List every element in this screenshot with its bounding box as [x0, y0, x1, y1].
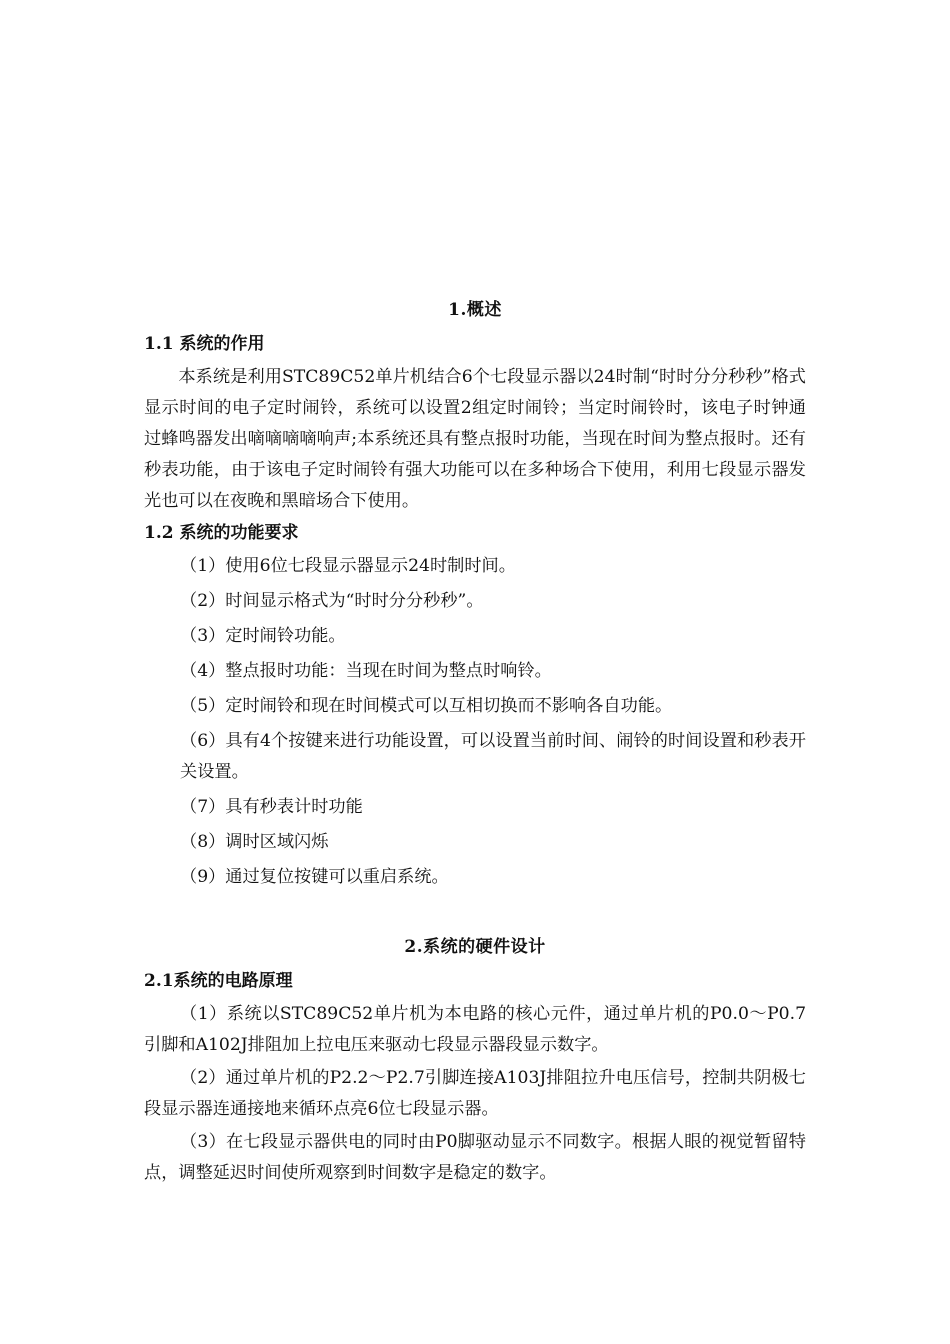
- document-page: [144, 296, 806, 1191]
- section-2-1-title: 2.1系统的电路原理: [144, 971, 293, 991]
- circuit-item-3: （3）在七段显示器供电的同时由P0脚驱动显示不同数字。根据人眼的视觉暂留特点，调整延迟时间使所观察到时间数字是稳定的数字。: [144, 1132, 806, 1183]
- requirement-item-8: （8）调时区域闪烁: [180, 832, 329, 852]
- chapter-2-title: 2.系统的硬件设计: [404, 937, 546, 957]
- requirement-item-7: （7）具有秒表计时功能: [180, 797, 363, 817]
- requirement-item-9: （9）通过复位按键可以重启系统。: [180, 867, 449, 887]
- chapter-1-title: 1.概述: [448, 300, 502, 320]
- requirement-item-4: （4）整点报时功能：当现在时间为整点时响铃。: [180, 661, 552, 681]
- circuit-item-1: （1）系统以STC89C52单片机为本电路的核心元件，通过单片机的P0.0～P0.7引脚和A102J排阻加上拉电压来驱动七段显示器段显示数字。: [144, 1004, 806, 1055]
- requirement-item-3: （3）定时闹铃功能。: [180, 626, 346, 646]
- requirement-item-6: （6）具有4个按键来进行功能设置，可以设置当前时间、闹铃的时间设置和秒表开关设置。: [180, 731, 806, 782]
- requirement-item-5: （5）定时闹铃和现在时间模式可以互相切换而不影响各自功能。: [180, 696, 673, 716]
- circuit-item-2: （2）通过单片机的P2.2～P2.7引脚连接A103J排阻拉升电压信号，控制共阴极七段显示器连通接地来循环点亮6位七段显示器。: [144, 1068, 806, 1119]
- section-1-2-title: 1.2 系统的功能要求: [144, 523, 299, 543]
- section-spacer: [144, 897, 806, 933]
- section-1-1-title: 1.1 系统的作用: [144, 334, 265, 354]
- requirement-item-1: （1）使用6位七段显示器显示24时制时间。: [180, 556, 516, 576]
- requirement-item-2: （2）时间显示格式为“时时分分秒秒”。: [180, 591, 484, 611]
- section-1-1-paragraph: 本系统是利用STC89C52单片机结合6个七段显示器以24时制“时时分分秒秒”格式显示时间的电子定时闹铃，系统可以设置2组定时闹铃；当定时闹铃时，该电子时钟通过蜂鸣器发出嘀嘀嘀嘀响声;本系统还具有整点报时功能，当现在时间为整点报时。还有秒表功能，由于该电子定时闹铃有强大功能可以在多种场合下使用，利用七段显示器发光也可以在夜晚和黑暗场合下使用。: [144, 367, 806, 511]
